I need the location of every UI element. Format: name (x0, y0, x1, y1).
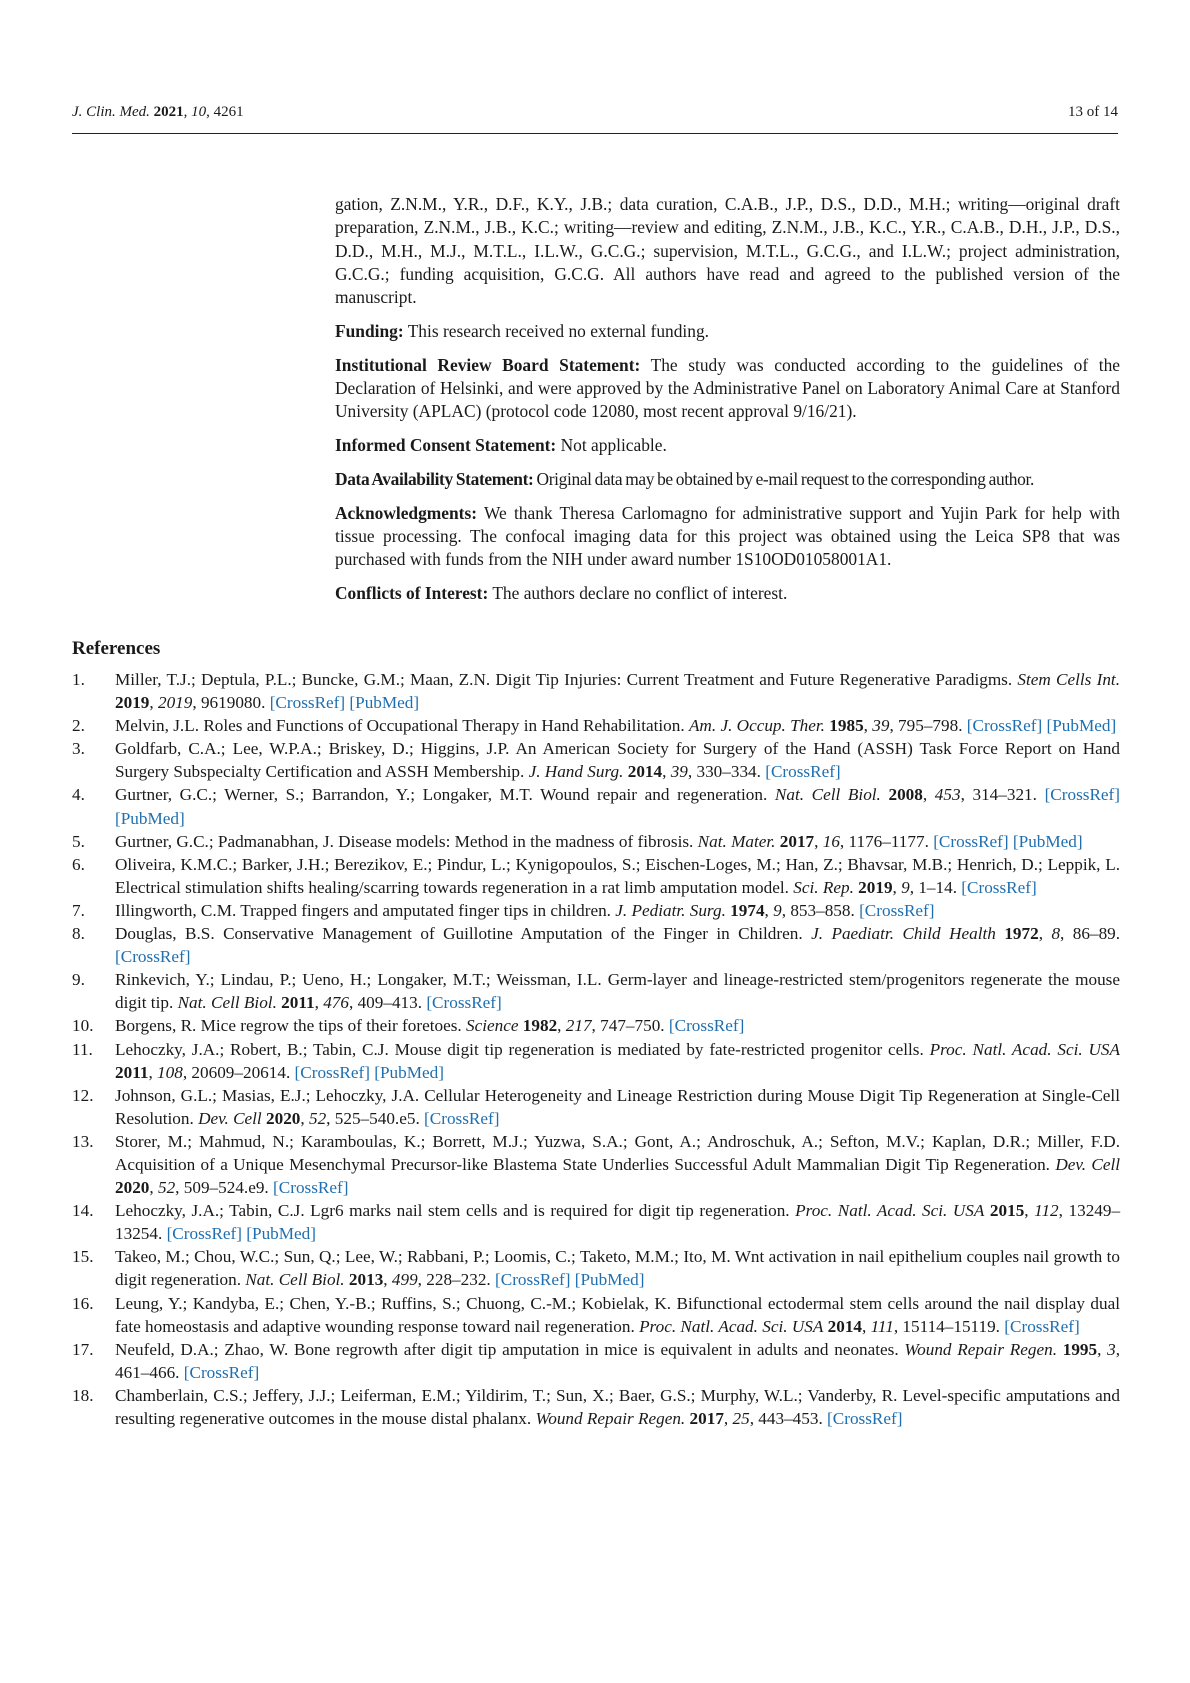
reference-year: 1972 (1004, 924, 1039, 944)
crossref-link[interactable]: [CrossRef] (966, 716, 1043, 736)
reference-item (72, 668, 1120, 714)
reference-pages: 747–750. (600, 1016, 665, 1036)
reference-text: Takeo, M.; Chou, W.C.; Sun, Q.; Lee, W.; Rabbani, P.; Loomis, C.; Taketo, M.M.; Ito, M. Wnt activation in nail epithelium couples nail growth to digit regeneration. (115, 1247, 1120, 1290)
reference-volume: 25 (732, 1409, 750, 1428)
reference-item (72, 1384, 1120, 1430)
reference-volume: 111 (870, 1316, 894, 1336)
reference-year: 2020 (115, 1178, 150, 1198)
crossref-link[interactable]: [CrossRef] (183, 1362, 260, 1382)
data-availability-statement (335, 468, 1120, 491)
reference-number: 12. (72, 1085, 94, 1105)
pubmed-link[interactable]: [PubMed] (246, 1224, 316, 1244)
journal-year: 2021 (153, 104, 184, 120)
journal-name: J. Clin. Med. (72, 104, 150, 120)
reference-body: Storer, M.; Mahmud, N.; Karamboulas, K.; Borrett, M.J.; Yuzwa, S.A.; Gont, A.; Androschuk, A.; Sefton, M.V.; Kaplan, D.R.; Miller, F.D. Acquisition of a Unique Mesenchymal Precursor-like Blastema State Underlies Successful Adult Mammalian Digit Tip Regeneration. Dev. Cell 2020, 52, 509–524.e9. [CrossRef] (115, 1131, 1120, 1198)
reference-year: 1974 (730, 900, 765, 920)
crossref-link[interactable]: [CrossRef] (961, 877, 1037, 897)
pubmed-link[interactable]: [PubMed] (1046, 716, 1117, 736)
pubmed-link[interactable]: [PubMed] (1012, 831, 1083, 851)
crossref-link[interactable]: [CrossRef] (1044, 785, 1120, 805)
reference-volume: 8 (1051, 924, 1061, 944)
consent-label: Informed Consent Statement: (335, 435, 557, 456)
reference-text: Rinkevich, Y.; Lindau, P.; Ueno, H.; Longaker, M.T.; Weissman, I.L. Germ-layer and lineage-restricted stem/progenitors regenerate the mouse digit tip. (115, 970, 1120, 1013)
reference-year: 1982 (522, 1016, 558, 1036)
crossref-link[interactable]: [CrossRef] (1004, 1316, 1080, 1336)
reference-body: Goldfarb, C.A.; Lee, W.P.A.; Briskey, D.; Higgins, J.P. An American Society for Surgery of the Hand (ASSH) Task Force Report on Hand Surgery Subspecialty Certification and ASSH Membership. J. Hand Surg. 2014, 39, 330–334. [CrossRef] (115, 739, 1120, 782)
reference-text: Borgens, R. Mice regrow the tips of their foretoes. (115, 1016, 462, 1036)
reference-journal: Proc. Natl. Acad. Sci. USA (795, 1201, 985, 1221)
running-header (72, 104, 1118, 121)
reference-year: 2014 (627, 762, 663, 782)
reference-volume: 499 (391, 1270, 418, 1290)
reference-item (72, 1245, 1120, 1291)
crossref-link[interactable]: [CrossRef] (859, 900, 935, 920)
reference-year: 2008 (888, 785, 923, 805)
crossref-link[interactable]: [CrossRef] (668, 1016, 745, 1036)
funding-label: Funding: (335, 320, 404, 341)
journal-citation: J. Clin. Med. 2021, 10, 4261 (72, 104, 244, 120)
reference-text: Lehoczky, J.A.; Tabin, C.J. Lgr6 marks nail stem cells and is required for digit tip regeneration. (115, 1201, 790, 1221)
reference-number: 4. (72, 785, 85, 805)
reference-number: 2. (72, 716, 85, 736)
reference-text: Goldfarb, C.A.; Lee, W.P.A.; Briskey, D.; Higgins, J.P. An American Society for Surgery of the Hand (ASSH) Task Force Report on Hand Surgery Subspecialty Certification and ASSH Membership. (115, 739, 1120, 782)
reference-text: Gurtner, G.C.; Werner, S.; Barrandon, Y.; Longaker, M.T. Wound repair and regeneration. (115, 785, 768, 805)
reference-body: Rinkevich, Y.; Lindau, P.; Ueno, H.; Longaker, M.T.; Weissman, I.L. Germ-layer and lineage-restricted stem/progenitors regenerate the mouse digit tip. Nat. Cell Biol. 2011, 476, 409–413. [CrossRef] (115, 970, 1120, 1013)
reference-body: Lehoczky, J.A.; Tabin, C.J. Lgr6 marks nail stem cells and is required for digit tip regeneration. Proc. Natl. Acad. Sci. USA 2015, 112, 13249–13254. [CrossRef] [PubMed] (115, 1201, 1121, 1244)
data-label: Data Availability Statement: (335, 468, 534, 489)
reference-item (72, 714, 1120, 737)
reference-journal: J. Pediatr. Surg. (615, 900, 726, 920)
reference-journal: Nat. Cell Biol. (245, 1270, 345, 1290)
reference-pages: 461–466. (115, 1362, 180, 1382)
reference-number: 6. (72, 854, 85, 874)
reference-pages: 509–524.e9. (183, 1178, 269, 1198)
journal-volume: 10 (191, 104, 207, 120)
reference-body: Gurtner, G.C.; Padmanabhan, J. Disease models: Method in the madness of fibrosis. Nat. Mater. 2017, 16, 1176–1177. [CrossRef] [PubMed] (115, 831, 1083, 851)
reference-journal: Dev. Cell (198, 1108, 262, 1128)
reference-body: Miller, T.J.; Deptula, P.L.; Buncke, G.M.; Maan, Z.N. Digit Tip Injuries: Current Treatment and Future Regenerative Paradigms. Stem Cells Int. 2019, 2019, 9619080. [CrossRef] [PubMed] (115, 670, 1120, 713)
reference-text: Neufeld, D.A.; Zhao, W. Bone regrowth after digit tip amputation in mice is equivalent in adults and neonates. (115, 1339, 899, 1359)
crossref-link[interactable]: [CrossRef] (115, 947, 191, 967)
reference-item (72, 1338, 1120, 1384)
reference-year: 2017 (689, 1409, 724, 1428)
reference-journal: Wound Repair Regen. (535, 1409, 686, 1428)
reference-body: Melvin, J.L. Roles and Functions of Occupational Therapy in Hand Rehabilitation. Am. J. Occup. Ther. 1985, 39, 795–798. [CrossRef] [PubMed] (115, 716, 1117, 736)
reference-pages: 330–334. (696, 762, 761, 782)
references-heading: References (72, 638, 161, 659)
reference-pages: 314–321. (972, 785, 1037, 805)
reference-item (72, 1014, 1120, 1037)
reference-body: Gurtner, G.C.; Werner, S.; Barrandon, Y.; Longaker, M.T. Wound repair and regeneration. Nat. Cell Biol. 2008, 453, 314–321. [CrossRef] [PubMed] (115, 785, 1120, 828)
reference-volume: 217 (565, 1016, 592, 1036)
reference-volume: 453 (934, 785, 961, 805)
reference-year: 2011 (115, 1062, 149, 1082)
reference-volume: 16 (822, 831, 840, 851)
reference-pages: 1–14. (918, 877, 957, 897)
reference-item (72, 899, 1120, 922)
reference-number: 1. (72, 670, 85, 689)
reference-volume: 39 (670, 762, 688, 782)
crossref-link[interactable]: [CrossRef] (166, 1224, 242, 1244)
reference-text: Melvin, J.L. Roles and Functions of Occupational Therapy in Hand Rehabilitation. (115, 716, 685, 736)
reference-volume: 112 (1034, 1201, 1059, 1221)
reference-journal: Science (466, 1016, 519, 1036)
reference-pages: 853–858. (790, 900, 855, 920)
reference-number: 13. (72, 1131, 94, 1151)
article-number: 4261 (213, 104, 244, 120)
reference-number: 18. (72, 1385, 94, 1405)
funding-text: This research received no external funding. (407, 320, 709, 341)
reference-item (72, 968, 1120, 1014)
reference-volume: 476 (323, 993, 349, 1013)
reference-journal: J. Hand Surg. (528, 762, 624, 782)
reference-text: Lehoczky, J.A.; Robert, B.; Tabin, C.J. Mouse digit tip regeneration is mediated by fate-restricted progenitor cells. (115, 1039, 924, 1059)
irb-text: The study was conducted according to the guidelines of the Declaration of Helsinki, and were approved by the Administrative Panel on Laboratory Animal Care at Stanford University (APLAC) (protocol code 12080, most recent approval 9/16/21). (335, 354, 1120, 422)
reference-text: Chamberlain, C.S.; Jeffery, J.J.; Leiferman, E.M.; Yildirim, T.; Sun, X.; Baer, G.S.; Murphy, W.L.; Vanderby, R. Level-specific amputations and resulting regenerative outcomes in the mouse distal phalanx. (115, 1385, 1120, 1428)
reference-pages: 86–89. (1072, 924, 1121, 944)
reference-pages: 228–232. (426, 1270, 491, 1290)
reference-volume: 9 (901, 877, 910, 897)
reference-volume: 39 (872, 716, 890, 736)
pubmed-link[interactable]: [PubMed] (349, 693, 420, 713)
reference-pages: 15114–15119. (902, 1316, 1000, 1336)
pubmed-link[interactable]: [PubMed] (115, 808, 185, 828)
reference-item (72, 1038, 1120, 1084)
reference-year: 2011 (281, 993, 315, 1013)
reference-item (72, 922, 1120, 968)
irb-statement (335, 354, 1120, 424)
reference-year: 2013 (348, 1270, 384, 1290)
ack-label: Acknowledgments: (335, 502, 478, 523)
reference-year: 1985 (829, 716, 864, 736)
reference-body: Takeo, M.; Chou, W.C.; Sun, Q.; Lee, W.; Rabbani, P.; Loomis, C.; Taketo, M.M.; Ito, M. Wnt activation in nail epithelium couples nail growth to digit regeneration. Nat. Cell Biol. 2013, 499, 228–232. [CrossRef] [PubMed] (115, 1247, 1120, 1290)
reference-text: Storer, M.; Mahmud, N.; Karamboulas, K.; Borrett, M.J.; Yuzwa, S.A.; Gont, A.; Androschuk, A.; Sefton, M.V.; Kaplan, D.R.; Miller, F.D. Acquisition of a Unique Mesenchymal Precursor-like Blastema State Underlies Successful Adult Mammalian Digit Tip Regeneration. (115, 1131, 1120, 1174)
reference-number: 17. (72, 1339, 94, 1359)
pubmed-link[interactable]: [PubMed] (574, 1270, 645, 1290)
crossref-link[interactable]: [CrossRef] (269, 693, 346, 713)
reference-body: Oliveira, K.M.C.; Barker, J.H.; Berezikov, E.; Pindur, L.; Kynigopoulos, S.; Eischen-Loges, M.; Han, Z.; Bhavsar, M.B.; Henrich, D.; Leppik, L. Electrical stimulation shifts healing/scarring towards regeneration in a rat limb amputation model. Sci. Rep. 2019, 9, 1–14. [CrossRef] (115, 854, 1120, 897)
reference-pages: 1176–1177. (848, 831, 929, 851)
reference-pages: 443–453. (758, 1409, 823, 1428)
crossref-link[interactable]: [CrossRef] (273, 1178, 349, 1198)
reference-text: Leung, Y.; Kandyba, E.; Chen, Y.-B.; Ruffins, S.; Chuong, C.-M.; Kobielak, K. Bifunctional ectodermal stem cells around the nail display dual fate homeostasis and adaptive wounding response toward nail regeneration. (115, 1293, 1120, 1336)
page-number: 13 of 14 (1068, 104, 1118, 120)
reference-body: Illingworth, C.M. Trapped fingers and amputated finger tips in children. J. Pediatr. Surg. 1974, 9, 853–858. [CrossRef] (115, 900, 935, 920)
back-matter (335, 193, 1120, 616)
funding-statement (335, 320, 1120, 343)
reference-number: 16. (72, 1293, 94, 1313)
reference-item (72, 737, 1120, 783)
coi-text: The authors declare no conflict of interest. (492, 583, 788, 604)
reference-year: 2014 (827, 1316, 862, 1336)
reference-text: Illingworth, C.M. Trapped fingers and amputated finger tips in children. (115, 900, 611, 920)
reference-item (72, 1084, 1120, 1130)
reference-number: 8. (72, 924, 85, 944)
reference-volume: 108 (157, 1062, 183, 1082)
crossref-link[interactable]: [CrossRef] (426, 993, 502, 1013)
crossref-link[interactable]: [CrossRef] (933, 831, 1009, 851)
reference-body: Leung, Y.; Kandyba, E.; Chen, Y.-B.; Ruffins, S.; Chuong, C.-M.; Kobielak, K. Bifunctional ectodermal stem cells around the nail display dual fate homeostasis and adaptive wounding response toward nail regeneration. Proc. Natl. Acad. Sci. USA 2014, 111, 15114–15119. [CrossRef] (115, 1293, 1120, 1336)
conflicts-of-interest (335, 582, 1120, 605)
reference-volume: 2019 (157, 693, 193, 713)
reference-journal: Dev. Cell (1055, 1154, 1120, 1174)
reference-pages: 525–540.e5. (334, 1108, 420, 1128)
consent-statement (335, 434, 1120, 457)
reference-volume: 9 (773, 900, 782, 920)
crossref-link[interactable]: [CrossRef] (294, 1062, 370, 1082)
reference-volume: 52 (308, 1108, 327, 1128)
reference-text: Douglas, B.S. Conservative Management of Guillotine Amputation of the Finger in Children. (115, 924, 803, 944)
reference-text: Gurtner, G.C.; Padmanabhan, J. Disease models: Method in the madness of fibrosis. (115, 831, 694, 851)
reference-text: Johnson, G.L.; Masias, E.J.; Lehoczky, J.A. Cellular Heterogeneity and Lineage Restriction during Mouse Digit Tip Regeneration at Single-Cell Resolution. (115, 1085, 1120, 1128)
reference-year: 2020 (266, 1108, 301, 1128)
reference-item (72, 830, 1120, 853)
reference-number: 14. (72, 1201, 94, 1221)
data-text: Original data may be obtained by e-mail request to the corresponding author. (536, 468, 1034, 489)
header-rule (72, 133, 1118, 134)
reference-pages: 795–798. (898, 716, 963, 736)
consent-text: Not applicable. (560, 435, 667, 456)
reference-body: Borgens, R. Mice regrow the tips of their foretoes. Science 1982, 217, 747–750. [CrossRef] (115, 1016, 745, 1036)
reference-item (72, 853, 1120, 899)
reference-item (72, 1292, 1120, 1338)
reference-year: 1995 (1062, 1339, 1098, 1359)
crossref-link[interactable]: [CrossRef] (424, 1108, 500, 1128)
reference-volume: 52 (157, 1178, 176, 1198)
references-list (72, 668, 1120, 1430)
ack-text: We thank Theresa Carlomagno for administrative support and Yujin Park for help with tissue processing. The confocal imaging data for this project was obtained using the Leica SP8 that was purchased with funds from the NIH under award number 1S10OD01058001A1. (335, 502, 1120, 570)
reference-body: Johnson, G.L.; Masias, E.J.; Lehoczky, J.A. Cellular Heterogeneity and Lineage Restriction during Mouse Digit Tip Regeneration at Single-Cell Resolution. Dev. Cell 2020, 52, 525–540.e5. [CrossRef] (115, 1085, 1120, 1128)
reference-pages: 9619080. (200, 693, 266, 713)
pubmed-link[interactable]: [PubMed] (374, 1062, 444, 1082)
reference-number: 5. (72, 831, 85, 851)
reference-number: 11. (72, 1039, 93, 1059)
reference-journal: Am. J. Occup. Ther. (688, 716, 825, 736)
reference-number: 7. (72, 900, 85, 920)
reference-journal: Wound Repair Regen. (904, 1339, 1057, 1359)
reference-pages: 20609–20614. (191, 1062, 291, 1082)
reference-journal: Nat. Mater. (697, 831, 776, 851)
acknowledgments (335, 502, 1120, 572)
crossref-link[interactable]: [CrossRef] (827, 1409, 903, 1428)
reference-journal: Sci. Rep. (793, 877, 854, 897)
reference-pages: 409–413. (357, 993, 423, 1013)
reference-item (72, 1199, 1120, 1245)
reference-journal: Stem Cells Int. (1017, 670, 1120, 689)
reference-year: 2017 (779, 831, 815, 851)
reference-body: Chamberlain, C.S.; Jeffery, J.J.; Leiferman, E.M.; Yildirim, T.; Sun, X.; Baer, G.S.; Murphy, W.L.; Vanderby, R. Level-specific amputations and resulting regenerative outcomes in the mouse distal phalanx. Wound Repair Regen. 2017, 25, 443–453. [CrossRef] (115, 1385, 1120, 1428)
irb-label: Institutional Review Board Statement: (335, 354, 641, 375)
reference-journal: Nat. Cell Biol. (774, 785, 881, 805)
author-contributions: gation, Z.N.M., Y.R., D.F., K.Y., J.B.; data curation, C.A.B., J.P., D.S., D.D., M.H.; writing—original draft preparation, Z.N.M., J.B., K.C.; writing—review and editing, Z.N.M., J.B., K.C., Y.R., C.A.B., D.H., J.P., D.S., D.D., M.H., M.J., M.T.L., I.L.W., G.C.G.; supervision, M.T.L., G.C.G., and I.L.W.; project administration, G.C.G.; funding acquisition, G.C.G. All authors have read and agreed to the published version of the manuscript. (335, 194, 1120, 308)
reference-number: 10. (72, 1016, 94, 1036)
reference-journal: Nat. Cell Biol. (177, 993, 277, 1013)
reference-journal: Proc. Natl. Acad. Sci. USA (639, 1316, 824, 1336)
reference-journal: J. Paediatr. Child Health (811, 924, 996, 944)
reference-year: 2015 (989, 1201, 1025, 1221)
crossref-link[interactable]: [CrossRef] (495, 1270, 571, 1290)
reference-item (72, 783, 1120, 829)
reference-volume: 3 (1107, 1339, 1116, 1359)
crossref-link[interactable]: [CrossRef] (765, 762, 841, 782)
reference-year: 2019 (858, 877, 893, 897)
reference-body: Lehoczky, J.A.; Robert, B.; Tabin, C.J. Mouse digit tip regeneration is mediated by fate-restricted progenitor cells. Proc. Natl. Acad. Sci. USA 2011, 108, 20609–20614. [CrossRef] [PubMed] (115, 1039, 1120, 1082)
reference-pages: 13249–13254. (115, 1201, 1121, 1244)
reference-text: Oliveira, K.M.C.; Barker, J.H.; Berezikov, E.; Pindur, L.; Kynigopoulos, S.; Eischen-Loges, M.; Han, Z.; Bhavsar, M.B.; Henrich, D.; Leppik, L. Electrical stimulation shifts healing/scarring towards regeneration in a rat limb amputation model. (115, 854, 1120, 897)
reference-item (72, 1130, 1120, 1199)
reference-journal: Proc. Natl. Acad. Sci. USA (929, 1039, 1120, 1059)
reference-body: Neufeld, D.A.; Zhao, W. Bone regrowth after digit tip amputation in mice is equivalent in adults and neonates. Wound Repair Regen. 1995, 3, 461–466. [CrossRef] (115, 1339, 1121, 1382)
reference-text: Miller, T.J.; Deptula, P.L.; Buncke, G.M.; Maan, Z.N. Digit Tip Injuries: Current Treatment and Future Regenerative Paradigms. (115, 670, 1013, 689)
reference-number: 15. (72, 1247, 94, 1267)
coi-label: Conflicts of Interest: (335, 583, 489, 604)
reference-year: 2019 (115, 693, 150, 713)
reference-number: 3. (72, 739, 85, 759)
reference-body: Douglas, B.S. Conservative Management of Guillotine Amputation of the Finger in Children. J. Paediatr. Child Health 1972, 8, 86–89. [CrossRef] (115, 924, 1121, 967)
reference-number: 9. (72, 970, 85, 990)
